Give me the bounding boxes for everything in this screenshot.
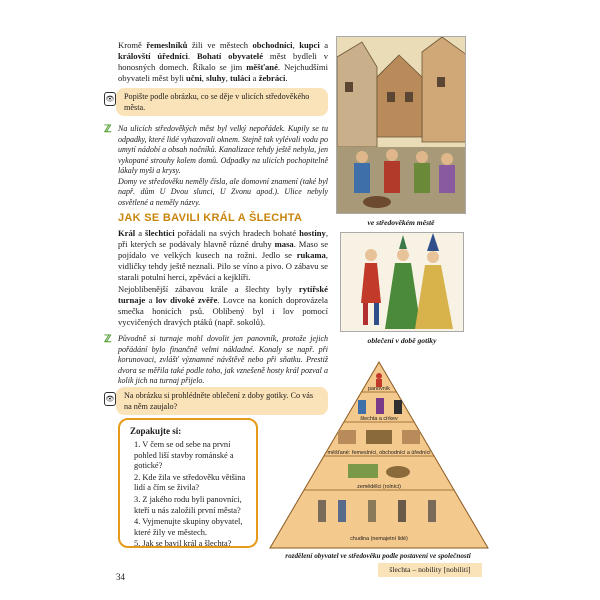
summary-question: 3. Z jakého rodu byli panovníci, kteří u nás založili první města?: [134, 494, 242, 515]
text-run: hostiny: [299, 228, 326, 238]
caption-pyramid: rozdělení obyvatel ve středověku podle postavení ve společnosti: [285, 552, 471, 560]
text-run: řemeslníků: [146, 40, 188, 50]
note-street-mess: [118, 124, 328, 208]
text-run: ,: [201, 73, 207, 83]
pencil-icon: ℤ: [104, 334, 112, 345]
text-run: Bohatí obyvatelé: [196, 51, 264, 61]
callout-describe-street: [116, 88, 328, 116]
text-run: rukama: [296, 250, 326, 260]
text-run: měšťané: [246, 62, 278, 72]
text-run: a: [319, 40, 329, 50]
text-run: sluhy: [206, 73, 226, 83]
note-tournaments: Původně si turnaje mohl dovolit jen panovník, protože jejich pořádání bylo finančně velmi nákladné. Konaly se např. při korunovaci, zvlášť významné návštěvě nebo při sňatku. Prestiž dvora se měřila také podle toho, jak vznešeně hosty král pozval a kolik jich na turnaj přijelo.: [118, 334, 328, 385]
text-run: . Lovce na koních doprovázela smečka honicích psů. Oblíbený byl i lov pomocí vycvičených dravých ptáků (např. sokolů).: [118, 295, 328, 327]
text-run: a: [250, 73, 259, 83]
text-run: učni: [186, 73, 202, 83]
pyramid-level-ruler: panovník: [368, 386, 390, 392]
summary-title: Zopakujte si:: [130, 426, 182, 436]
caption-town: ve středověkém městě: [367, 218, 435, 227]
text-run: obchodníci: [252, 40, 293, 50]
text-run: .: [285, 73, 288, 83]
text-run: pořádali na svých hradech bohaté: [174, 228, 300, 238]
text-run: masa: [274, 239, 294, 249]
society-pyramid: [268, 360, 490, 550]
note-paragraph: Na ulicích středověkých měst byl velký nepořádek. Kupily se tu odpadky, které lidé vyhazovali oknem. Stejně tak vylévali vodu po umytí nádobí a obsah nočníků. Kanalizace tehdy ještě nebyla, jen vykopané strouhy kolem domů. Odpadky na ulicích pochopitelně lákaly myši a krysy.: [118, 124, 328, 175]
text-run: žili ve městech: [187, 40, 253, 50]
gothic-scene: [341, 233, 464, 332]
text-run: Kromě: [118, 40, 147, 50]
summary-list: [130, 440, 250, 550]
town-illustration: [336, 36, 466, 214]
summary-question: 1. V čem se od sebe na první pohled liší stavby románské a gotické?: [134, 440, 234, 471]
text-run: žebráci: [258, 73, 286, 83]
text-run: Král: [118, 228, 136, 238]
text-run: královští úředníci: [118, 51, 188, 61]
eye-icon: 👁: [104, 392, 116, 406]
text-run: a: [135, 228, 146, 238]
intro-paragraph: [118, 40, 328, 84]
eye-icon: 👁: [104, 92, 116, 106]
text-run: lov divoké zvěře: [155, 295, 218, 305]
text-run: , při kterých se podávaly hlavně různé druhy: [118, 228, 328, 249]
page-number: 34: [116, 572, 125, 582]
text-run: . Nejchudšími obyvateli měst byli: [118, 62, 328, 83]
text-run: rytířské turnaje: [118, 284, 328, 305]
text-run: , vidličky tehdy ještě neznali. Pilo se víno a pivo. O zábavu se starali potulní herci, zpěváci a kejklíři.: [118, 250, 328, 282]
tournament-paragraph: [118, 284, 328, 328]
pencil-icon: ℤ: [104, 124, 112, 135]
text-run: šlechtici: [145, 228, 175, 238]
glossary-box: šlechta – nobility [nobiliti]: [378, 563, 482, 577]
text-run: ,: [225, 73, 230, 83]
summary-question: 5. Jak se bavil král a šlechta?: [134, 539, 232, 549]
text-run: . Maso se pojídalo ve velkých kusech na rožni. Jedlo se: [118, 239, 329, 260]
text-run: měst bydleli v honosných domech. Říkalo se jim: [118, 51, 329, 72]
callout-text: Popište podle obrázku, co se děje v ulicích středověkého města.: [124, 92, 310, 112]
note-paragraph: Domy ve středověku neměly čísla, ale domovní znamení (také byl např. dům U Dvou slunci, U Zvonu apod.). Ulice nebyly osvětlené a neměly názvy.: [118, 176, 328, 207]
pyramid-level-poor: chudina (nemajetní lidé): [350, 536, 408, 542]
section-heading: JAK SE BAVILI KRÁL A ŠLECHTA: [118, 212, 303, 224]
callout-text: Na obrázku si prohlédněte oblečení z doby gotiky. Co vás na něm zaujalo?: [124, 391, 314, 411]
summary-question: 2. Kde žila ve středověku většina lidí a čím se živila?: [134, 472, 246, 493]
pyramid-level-farmers: zemědělci (rolníci): [357, 484, 401, 490]
text-run: ,: [292, 40, 300, 50]
summary-question: 4. Vyjmenujte skupiny obyvatel, které žily ve městech.: [134, 517, 243, 537]
text-run: tuláci: [229, 73, 251, 83]
text-run: Nejoblíbenější zábavou krále a šlechty byly: [118, 284, 299, 294]
pyramid-level-burghers: měšťané: řemeslníci, obchodníci a úředníci: [327, 450, 431, 456]
gothic-clothing-illustration: [340, 232, 464, 332]
town-scene: [337, 37, 466, 214]
text-run: a: [145, 295, 156, 305]
text-run: .: [187, 51, 197, 61]
feast-paragraph: [118, 228, 328, 283]
text-run: kupci: [299, 40, 320, 50]
pyramid-level-nobility: šlechta a církev: [360, 416, 398, 422]
caption-gothic: oblečení v době gotiky: [367, 336, 437, 345]
summary-box: [118, 418, 258, 548]
